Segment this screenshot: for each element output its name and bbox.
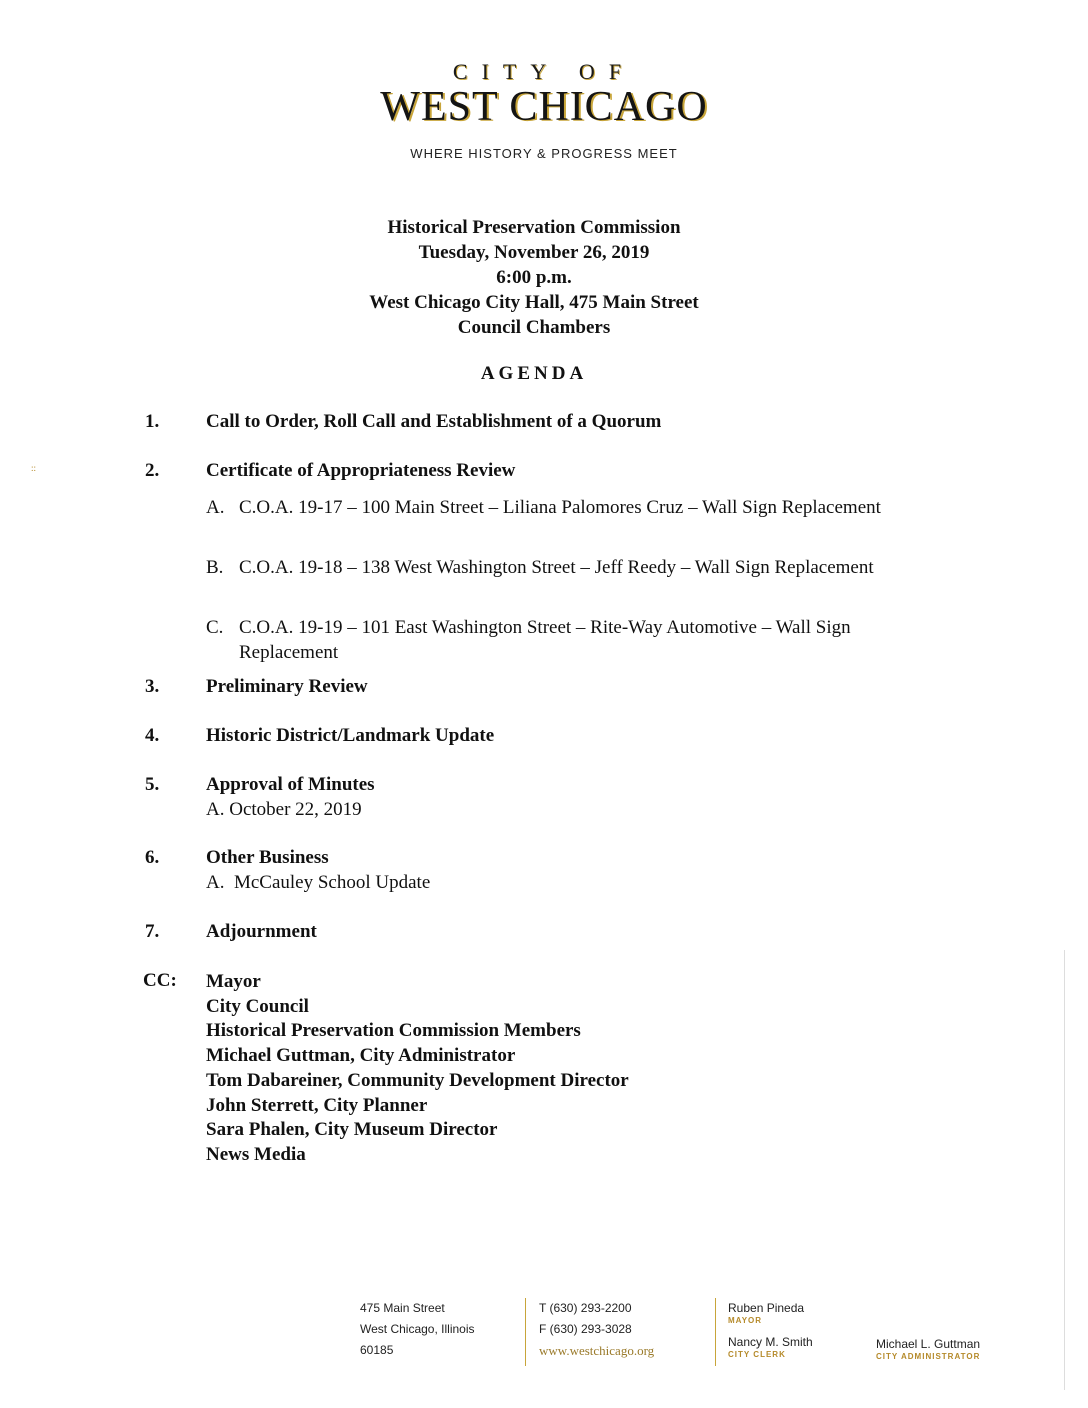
address-zip: 60185 bbox=[360, 1343, 394, 1357]
item-title: Approval of Minutes bbox=[206, 774, 375, 795]
sub-item-text: C.O.A. 19-19 – 101 East Washington Street – Rite-Way Automotive – Wall Sign Replacement bbox=[239, 617, 851, 663]
cc-recipient: Tom Dabareiner, Community Development Director bbox=[206, 1069, 629, 1091]
footer-divider bbox=[715, 1298, 716, 1366]
item-number: 3. bbox=[145, 676, 160, 697]
admin-role: CITY ADMINISTRATOR bbox=[876, 1352, 981, 1361]
cc-recipient: Mayor bbox=[206, 971, 261, 992]
item-title: Preliminary Review bbox=[206, 676, 368, 697]
logo-city-of: CITY OF bbox=[452, 59, 636, 84]
sub-item-letter: B. bbox=[206, 557, 224, 578]
page-edge-divider bbox=[1064, 950, 1065, 1390]
footer-address bbox=[360, 1298, 475, 1361]
cc-recipient: Historical Preservation Commission Members bbox=[206, 1020, 581, 1042]
item-title: Call to Order, Roll Call and Establishment of a Quorum bbox=[206, 411, 662, 432]
phone-number: T (630) 293-2200 bbox=[539, 1301, 632, 1315]
footer-officials bbox=[728, 1300, 813, 1360]
footer-contact bbox=[539, 1298, 654, 1361]
cc-recipients bbox=[206, 970, 629, 1168]
tagline: WHERE HISTORY & PROGRESS MEET bbox=[410, 146, 678, 161]
other-business-item: A. McCauley School Update bbox=[206, 872, 431, 893]
item-title: Certificate of Appropriateness Review bbox=[206, 460, 516, 481]
cc-recipient: John Sterrett, City Planner bbox=[206, 1094, 428, 1116]
minutes-date: A. October 22, 2019 bbox=[206, 799, 362, 820]
item-number: 1. bbox=[145, 411, 160, 432]
cc-recipient: City Council bbox=[206, 995, 309, 1017]
meeting-time: 6:00 p.m. bbox=[496, 267, 572, 288]
footer-divider bbox=[525, 1298, 526, 1366]
meeting-location: West Chicago City Hall, 475 Main Street bbox=[369, 292, 699, 313]
item-title: Historic District/Landmark Update bbox=[206, 725, 495, 746]
meeting-date: Tuesday, November 26, 2019 bbox=[418, 242, 650, 263]
sub-item-letter: C. bbox=[206, 617, 224, 638]
spacer bbox=[728, 1326, 813, 1334]
website-link[interactable]: www.westchicago.org bbox=[539, 1343, 655, 1358]
fax-number: F (630) 293-3028 bbox=[539, 1322, 632, 1336]
mayor-role: MAYOR bbox=[728, 1316, 763, 1325]
meeting-header bbox=[0, 215, 1068, 340]
address-street: 475 Main Street bbox=[360, 1301, 445, 1315]
mayor-name: Ruben Pineda bbox=[728, 1301, 805, 1315]
cc-label: CC: bbox=[143, 970, 177, 991]
cc-recipient: Sara Phalen, City Museum Director bbox=[206, 1119, 498, 1141]
footer-administrator bbox=[876, 1336, 980, 1362]
city-logo bbox=[0, 60, 1088, 130]
address-city: West Chicago, Illinois bbox=[360, 1322, 475, 1336]
item-number: 6. bbox=[145, 847, 160, 868]
cc-recipient: Michael Guttman, City Administrator bbox=[206, 1045, 516, 1067]
cc-recipient: News Media bbox=[206, 1143, 306, 1165]
item-title: Other Business bbox=[206, 847, 329, 868]
clerk-role: CITY CLERK bbox=[728, 1350, 786, 1359]
sub-item-text: C.O.A. 19-17 – 100 Main Street – Liliana Palomores Cruz – Wall Sign Replacement bbox=[239, 497, 881, 518]
item-number: 4. bbox=[145, 725, 160, 746]
item-number: 5. bbox=[145, 774, 160, 795]
admin-name: Michael L. Guttman bbox=[876, 1337, 981, 1351]
item-number: 2. bbox=[145, 460, 160, 481]
commission-name: Historical Preservation Commission bbox=[387, 217, 681, 238]
item-title: Adjournment bbox=[206, 921, 317, 942]
meeting-room: Council Chambers bbox=[457, 317, 611, 338]
logo-west-chicago: WEST CHICAGO bbox=[380, 84, 708, 130]
item-number: 7. bbox=[145, 921, 160, 942]
clerk-name: Nancy M. Smith bbox=[728, 1335, 813, 1349]
sub-item-text: C.O.A. 19-18 – 138 West Washington Street – Jeff Reedy – Wall Sign Replacement bbox=[239, 557, 874, 578]
scan-mark-icon: :: bbox=[31, 463, 37, 473]
sub-item-letter: A. bbox=[206, 497, 225, 518]
agenda-title: AGENDA bbox=[480, 363, 588, 384]
